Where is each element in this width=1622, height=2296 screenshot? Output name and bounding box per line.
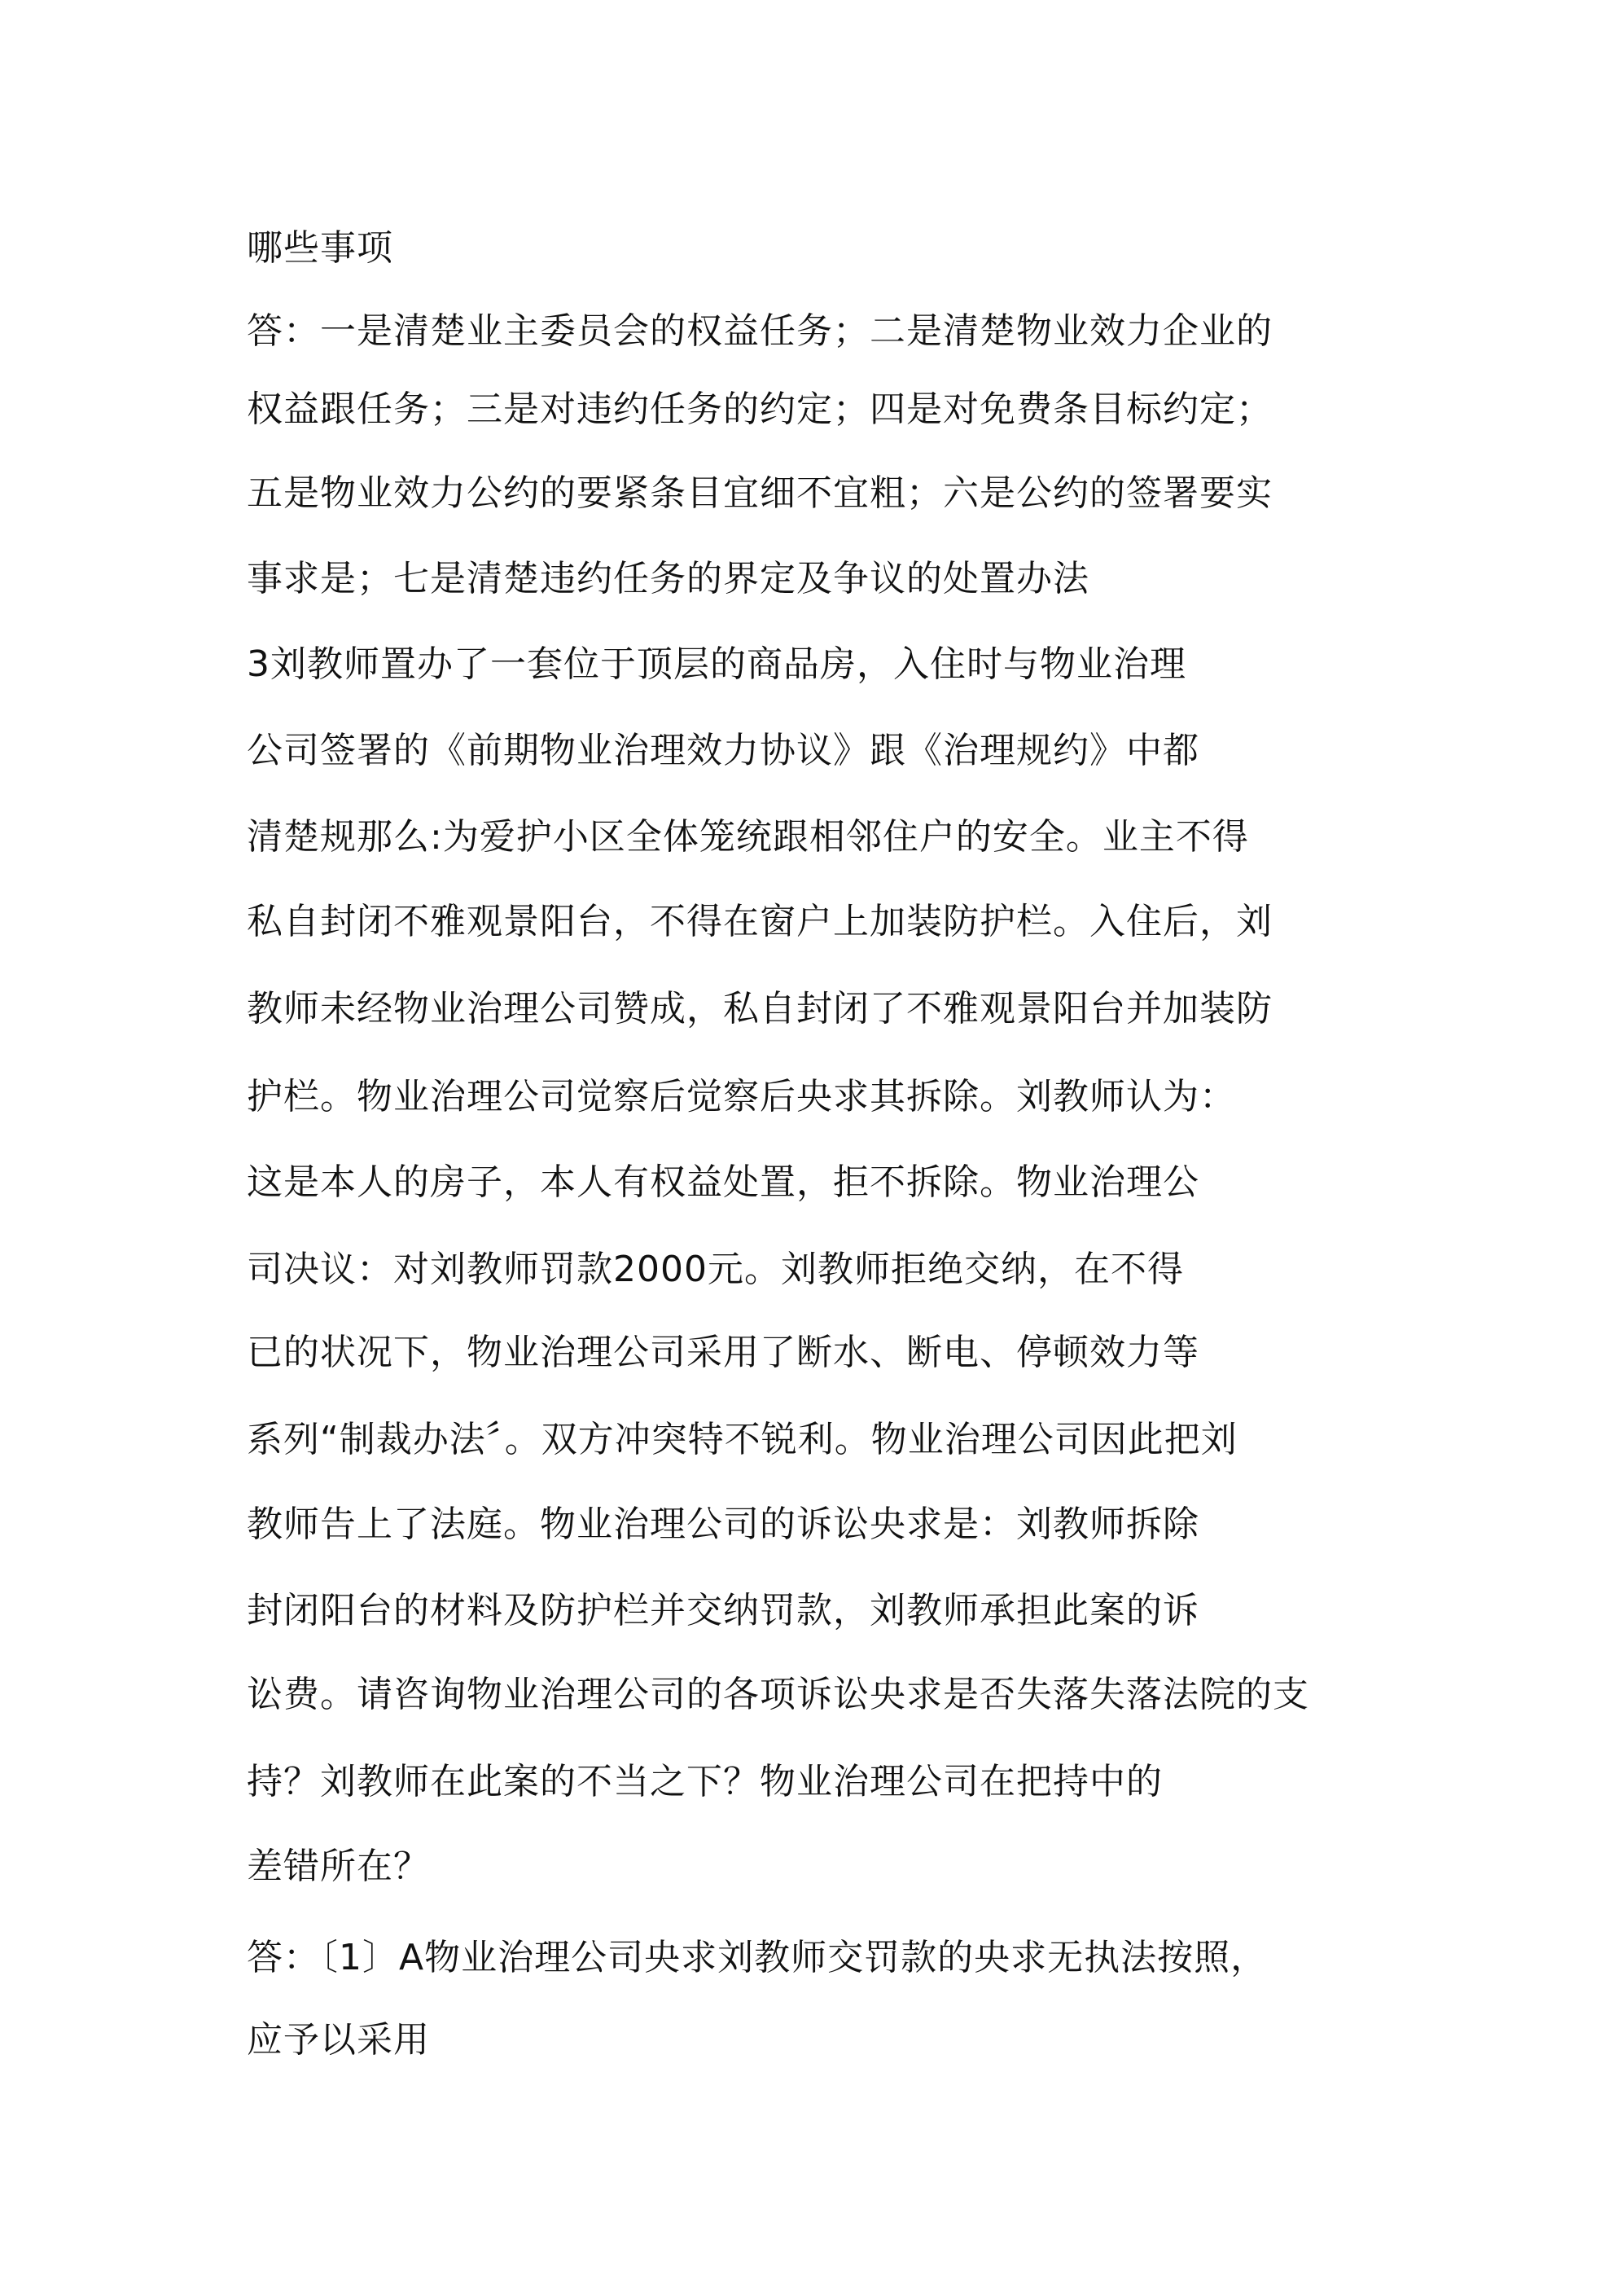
text-line: 五是物业效力公约的要紧条目宜细不宜粗；六是公约的签署要实: [247, 472, 1273, 514]
text-line: 讼费。请咨询物业治理公司的各项诉讼央求是否失落失落法院的支: [247, 1674, 1309, 1715]
text-line: 答：一是清楚业主委员会的权益任务；二是清楚物业效力企业的: [247, 310, 1273, 352]
text-line: 事求是；七是清楚违约任务的界定及争议的处置办法: [247, 558, 1089, 599]
text-line: 清楚规那么:为爱护小区全体笼统跟相邻住户的安全。业主不得: [247, 816, 1249, 858]
text-line: 持？刘教师在此案的不当之下？物业治理公司在把持中的: [247, 1761, 1163, 1802]
text-line: 司决议：对刘教师罚款2000元。刘教师拒绝交纳，在不得: [247, 1249, 1184, 1290]
text-line: 封闭阳台的材料及防护栏并交纳罚款，刘教师承担此案的诉: [247, 1590, 1199, 1631]
text-line: 教师告上了法庭。物业治理公司的诉讼央求是：刘教师拆除: [247, 1504, 1199, 1545]
text-line: 权益跟任务；三是对违约任务的约定；四是对免费条目标约定；: [247, 389, 1273, 430]
text-line: 答：〔1〕A物业治理公司央求刘教师交罚款的央求无执法按照，: [247, 1937, 1268, 1978]
text-line: 应予以采用: [247, 2019, 430, 2061]
text-line: 已的状况下，物业治理公司采用了断水、断电、停顿效力等: [247, 1332, 1199, 1373]
text-line: 差错所在？: [247, 1846, 430, 1887]
text-line: 教师未经物业治理公司赞成，私自封闭了不雅观景阳台并加装防: [247, 988, 1273, 1029]
text-line: 哪些事项: [247, 227, 393, 269]
text-line: 私自封闭不雅观景阳台，不得在窗户上加装防护栏。入住后，刘: [247, 901, 1273, 942]
text-line: 护栏。物业治理公司觉察后觉察后央求其拆除。刘教师认为：: [247, 1076, 1236, 1117]
text-line: 3刘教师置办了一套位于顶层的商品房，入住时与物业治理: [247, 643, 1186, 685]
text-line: 公司签署的《前期物业治理效力协议》跟《治理规约》中都: [247, 730, 1199, 771]
text-line: 这是本人的房子，本人有权益处置，拒不拆除。物业治理公: [247, 1161, 1199, 1203]
text-line: 系列“制裁办法〞。双方冲突特不锐利。物业治理公司因此把刘: [247, 1419, 1238, 1460]
